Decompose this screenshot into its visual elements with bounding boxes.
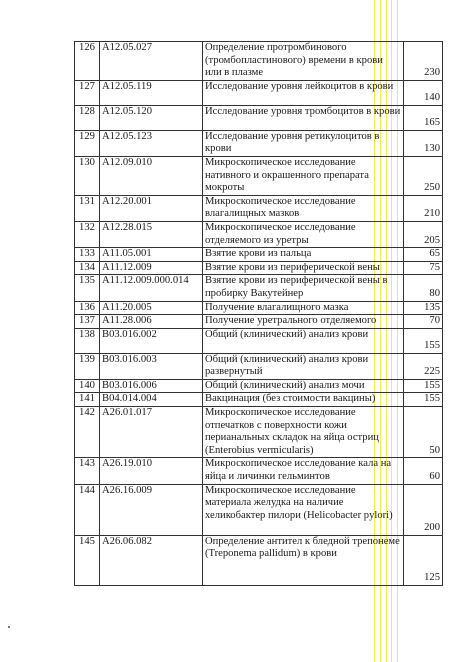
service-name: Взятие крови из периферической вены [203,261,404,275]
row-number: 131 [75,195,100,221]
service-code: A11.28.006 [100,315,203,329]
service-price: 225 [404,353,443,379]
row-number: 126 [75,42,100,81]
row-number: 130 [75,156,100,195]
service-code: B03.016.003 [100,353,203,379]
service-code: A11.12.009.000.014 [100,275,203,301]
service-price: 75 [404,261,443,275]
table-row [75,248,443,262]
service-price: 70 [404,315,443,329]
service-code: A26.01.017 [100,407,203,458]
service-code: A11.20.005 [100,301,203,315]
service-price: 200 [404,484,443,535]
document-page [74,41,443,586]
row-number: 144 [75,484,100,535]
service-code: B03.016.002 [100,328,203,353]
service-name: Микроскопическое исследование кала на яйца и личинки гельминтов [203,458,404,484]
service-name: Вакцинация (без стоимости вакцины) [203,393,404,407]
service-price: 205 [404,221,443,247]
service-name: Микроскопическое исследование отпечатков с поверхности кожи перианальных складок на яйца остриц (Enterobius vermicularis) [203,407,404,458]
row-number: 137 [75,315,100,329]
table-row [75,156,443,195]
row-number: 141 [75,393,100,407]
row-number: 135 [75,275,100,301]
table-row [75,301,443,315]
service-price: 50 [404,407,443,458]
row-number: 132 [75,221,100,247]
table-row [75,393,443,407]
table-row [75,130,443,156]
service-name: Получение влагалищного мазка [203,301,404,315]
service-code: A12.05.120 [100,105,203,130]
service-name: Взятие крови из периферической вены в пробирку Вакутейнер [203,275,404,301]
service-name: Исследование уровня лейкоцитов в крови [203,80,404,105]
service-name: Взятие крови из пальца [203,248,404,262]
table-row [75,328,443,353]
service-price: 250 [404,156,443,195]
service-code: A11.12.009 [100,261,203,275]
service-name: Исследование уровня тромбоцитов в крови [203,105,404,130]
service-name: Получение уретрального отделяемого [203,315,404,329]
table-row [75,42,443,81]
row-number: 143 [75,458,100,484]
service-name: Общий (клинический) анализ крови развернутый [203,353,404,379]
table-row [75,379,443,393]
row-number: 138 [75,328,100,353]
service-price: 210 [404,195,443,221]
row-number: 133 [75,248,100,262]
table-row [75,275,443,301]
table-row [75,535,443,585]
row-number: 127 [75,80,100,105]
service-price: 130 [404,130,443,156]
table-row [75,195,443,221]
service-price: 65 [404,248,443,262]
table-row [75,221,443,247]
service-name: Определение протромбинового (тромбопластинового) времени в крови или в плазме [203,42,404,81]
table-row [75,80,443,105]
row-number: 134 [75,261,100,275]
service-code: A12.05.123 [100,130,203,156]
service-code: A26.06.082 [100,535,203,585]
service-code: A12.09.010 [100,156,203,195]
table-row [75,458,443,484]
service-code: A11.05.001 [100,248,203,262]
table-row [75,105,443,130]
service-price: 125 [404,535,443,585]
scan-speck [8,626,10,628]
service-code: B04.014.004 [100,393,203,407]
service-code: A12.05.027 [100,42,203,81]
row-number: 129 [75,130,100,156]
service-name: Исследование уровня ретикулоцитов в крови [203,130,404,156]
row-number: 140 [75,379,100,393]
service-name: Микроскопическое исследование влагалищных мазков [203,195,404,221]
table-row [75,353,443,379]
service-name: Общий (клинический) анализ мочи [203,379,404,393]
table-row [75,407,443,458]
service-code: B03.016.006 [100,379,203,393]
service-price: 80 [404,275,443,301]
service-code: A26.16.009 [100,484,203,535]
service-price: 155 [404,393,443,407]
row-number: 139 [75,353,100,379]
service-code: A26.19.010 [100,458,203,484]
service-price: 135 [404,301,443,315]
price-table [74,41,443,586]
table-row [75,484,443,535]
service-name: Микроскопическое исследование материала желудка на наличие хеликобактер пилори (Helicobacter pylori) [203,484,404,535]
row-number: 128 [75,105,100,130]
service-code: A12.05.119 [100,80,203,105]
row-number: 142 [75,407,100,458]
table-row [75,315,443,329]
service-name: Микроскопическое исследование нативного и окрашенного препарата мокроты [203,156,404,195]
service-code: A12.28.015 [100,221,203,247]
service-price: 60 [404,458,443,484]
table-row [75,261,443,275]
service-price: 140 [404,80,443,105]
service-price: 230 [404,42,443,81]
service-price: 165 [404,105,443,130]
service-code: A12.20.001 [100,195,203,221]
service-price: 155 [404,328,443,353]
row-number: 145 [75,535,100,585]
service-price: 155 [404,379,443,393]
row-number: 136 [75,301,100,315]
service-name: Микроскопическое исследование отделяемого из уретры [203,221,404,247]
service-name: Определение антител к бледной трепонеме (Treponema pallidum) в крови [203,535,404,585]
service-name: Общий (клинический) анализ крови [203,328,404,353]
